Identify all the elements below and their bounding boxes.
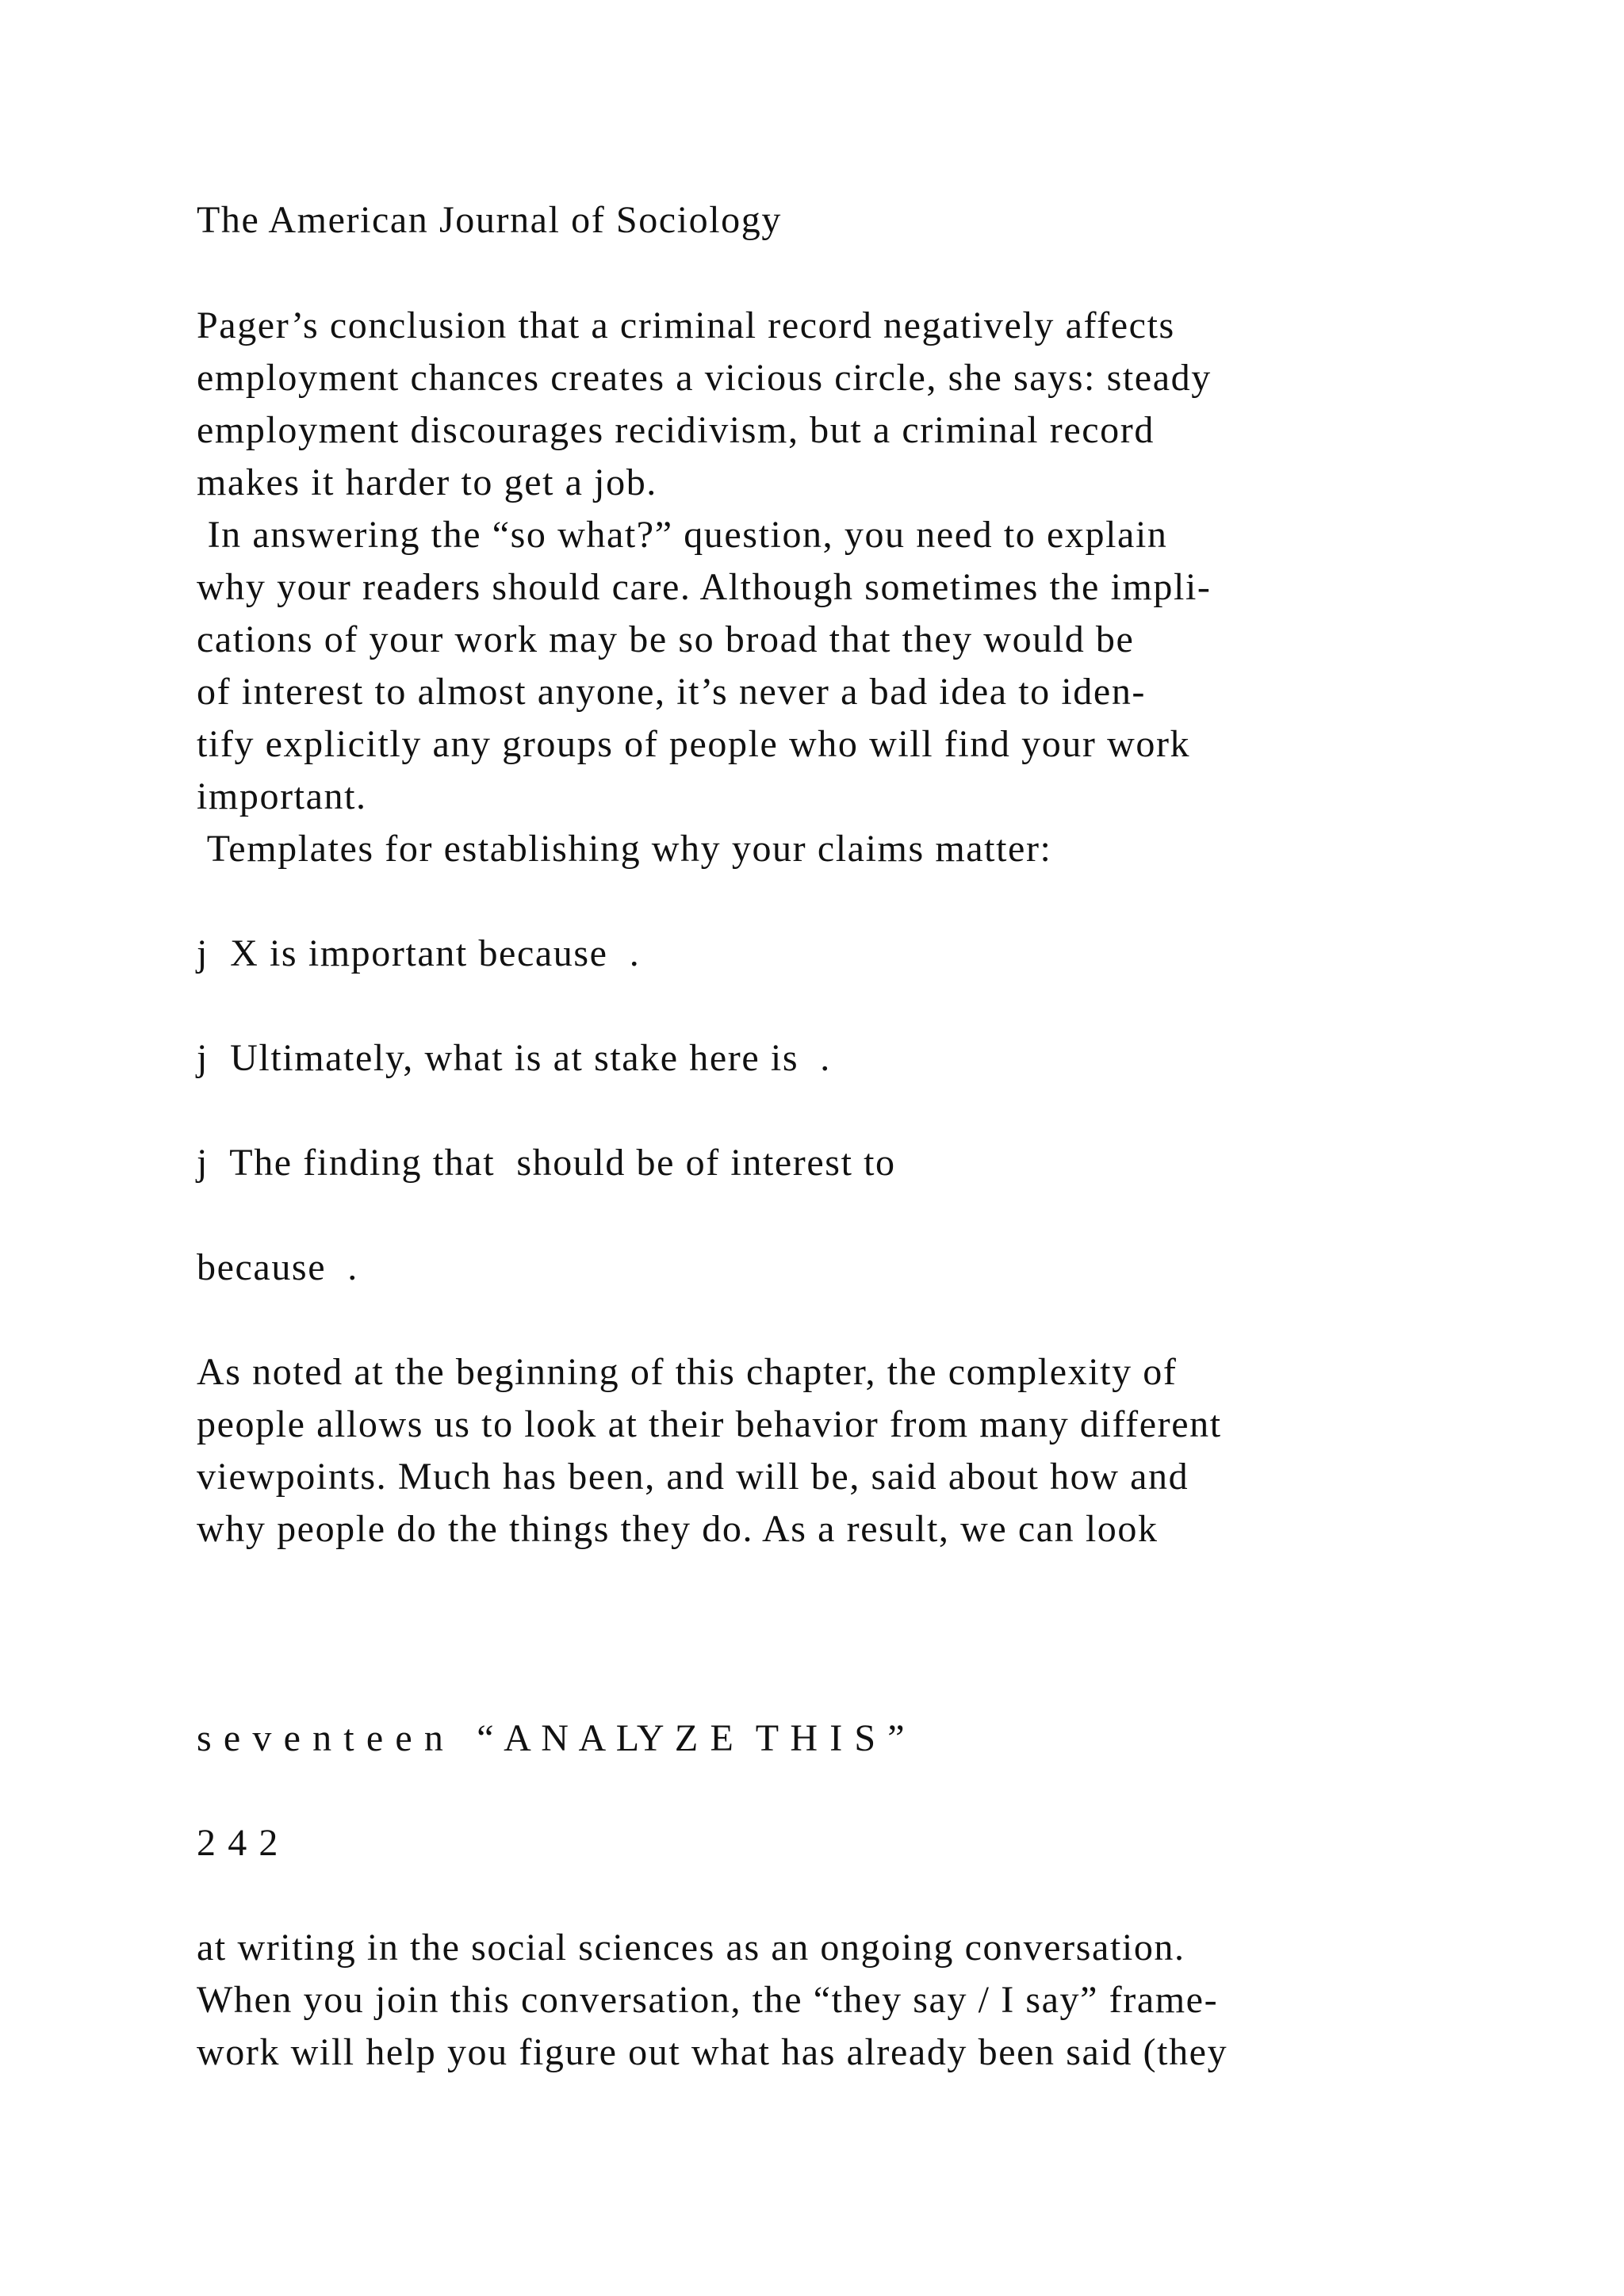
- text-line: work will help you figure out what has already been said (they: [197, 2031, 1228, 2073]
- journal-title: The American Journal of Sociology: [197, 199, 782, 241]
- text-line: of interest to almost anyone, it’s never a bad idea to iden-: [197, 671, 1146, 713]
- text-line: makes it harder to get a job.: [197, 461, 657, 503]
- text-line: employment discourages recidivism, but a criminal record: [197, 409, 1155, 451]
- text-line: important.: [197, 775, 367, 817]
- template-item: j Ultimately, what is at stake here is .: [197, 1037, 831, 1079]
- text-line: Pager’s conclusion that a criminal record negatively affects: [197, 304, 1175, 346]
- text-line: at writing in the social sciences as an ongoing conversation.: [197, 1927, 1185, 1969]
- text-line: Templates for establishing why your claims matter:: [197, 828, 1052, 870]
- text-line: why your readers should care. Although sometimes the impli-: [197, 566, 1212, 608]
- template-item: j The finding that should be of interest to: [197, 1142, 896, 1184]
- text-line: people allows us to look at their behavior from many different: [197, 1403, 1222, 1445]
- text-line: tify explicitly any groups of people who will find your work: [197, 723, 1191, 765]
- text-line: why people do the things they do. As a result, we can look: [197, 1508, 1159, 1550]
- text-line: In answering the “so what?” question, you need to explain: [197, 514, 1168, 556]
- text-line: As noted at the beginning of this chapter, the complexity of: [197, 1351, 1178, 1393]
- text-line: employment chances creates a vicious circle, she says: steady: [197, 357, 1212, 399]
- text-line: viewpoints. Much has been, and will be, said about how and: [197, 1456, 1189, 1498]
- template-item: because .: [197, 1246, 358, 1288]
- template-item: j X is important because .: [197, 932, 641, 974]
- running-header: s e v e n t e e n “ A N A LY Z E T H I S ”: [197, 1717, 906, 1759]
- text-line: cations of your work may be so broad that they would be: [197, 618, 1135, 660]
- text-line: When you join this conversation, the “they say / I say” frame-: [197, 1979, 1219, 2021]
- page-number: 2 4 2: [197, 1822, 279, 1864]
